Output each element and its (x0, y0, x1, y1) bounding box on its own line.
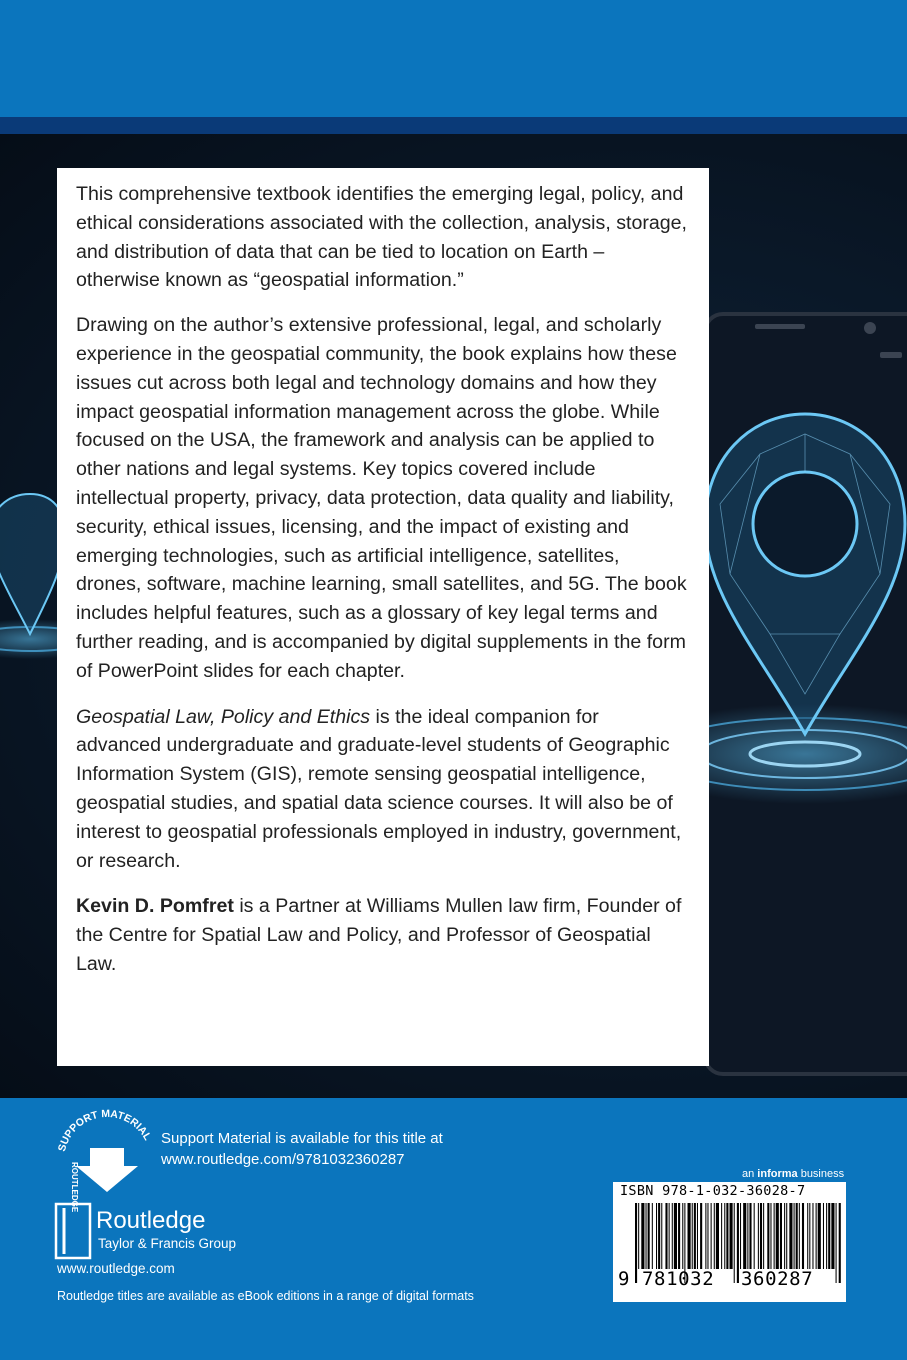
barcode-bar (688, 1203, 691, 1269)
barcode-bar (794, 1203, 795, 1269)
isbn-barcode (613, 1182, 846, 1302)
barcode-bar (760, 1203, 762, 1269)
barcode-bar (818, 1203, 821, 1269)
barcode-bar (697, 1203, 698, 1269)
isbn-label: ISBN 978-1-032-36028-7 (620, 1183, 806, 1199)
barcode-bar (678, 1203, 680, 1269)
tablet-camera (864, 322, 876, 334)
barcode-bar (694, 1203, 696, 1269)
informa-prefix: an (742, 1168, 758, 1180)
publisher-band (0, 1098, 907, 1360)
barcode-bar (776, 1203, 779, 1269)
barcode-bar (831, 1203, 834, 1269)
barcode-bar (726, 1203, 728, 1269)
barcode-digits-group-2: 360287 (741, 1268, 814, 1290)
support-material-badge (52, 1108, 162, 1198)
barcode-digit-first: 9 (618, 1268, 630, 1290)
description-panel (57, 168, 709, 1066)
barcode-bar (692, 1203, 693, 1269)
support-badge-text: SUPPORT MATERIAL (55, 1108, 154, 1153)
barcode-bar (749, 1203, 751, 1269)
informa-business-tag (742, 1168, 844, 1180)
barcode-bar (789, 1203, 792, 1269)
barcode-bar (754, 1203, 755, 1269)
barcode-bar (767, 1203, 769, 1269)
barcode-bar (743, 1203, 746, 1269)
barcode-bar (758, 1203, 759, 1269)
informa-suffix: business (797, 1168, 845, 1180)
barcode-bar (828, 1203, 830, 1269)
book-title: Geospatial Law, Policy and Ethics (76, 705, 371, 728)
barcode-bar (665, 1203, 667, 1269)
location-pin-hole (753, 472, 857, 576)
barcode-bar (705, 1203, 706, 1269)
barcode-bar (774, 1203, 775, 1269)
barcode-bar (816, 1203, 817, 1269)
barcode-bar (839, 1203, 841, 1283)
support-url: www.routledge.com/9781032360287 (161, 1151, 405, 1168)
barcode-bar (799, 1203, 800, 1269)
publisher-group: Taylor & Francis Group (98, 1236, 237, 1251)
author-paragraph (76, 892, 689, 978)
download-arrow-icon (76, 1148, 138, 1192)
barcode-bar (641, 1203, 644, 1269)
informa-brand: informa (757, 1168, 798, 1180)
barcode-bar (716, 1203, 719, 1269)
tablet-speaker (755, 324, 805, 329)
barcode-bar (807, 1203, 808, 1269)
barcode-bar (809, 1203, 810, 1269)
barcode-bar (711, 1203, 712, 1269)
barcode-bar (674, 1203, 677, 1269)
author-bio: is a Partner at Williams Mullen law firm, Founder of the Centre for Spatial Law and Policy, and Professor of Geospatial Law. (76, 895, 682, 975)
barcode-bar (780, 1203, 782, 1269)
barcode-bar (796, 1203, 798, 1269)
routledge-logo-icon (54, 1162, 92, 1260)
barcode-digits-group-1: 781032 (642, 1268, 715, 1290)
barcode-bar (672, 1203, 673, 1269)
barcode-bar (826, 1203, 827, 1269)
barcode-bar (656, 1203, 657, 1269)
barcode-bar (784, 1203, 785, 1269)
intro-paragraph: This comprehensive textbook identifies the emerging legal, policy, and ethical considerations associated with the collection, analysis, storage, and distribution of data that can be tied to location on Earth – otherwise known as “geospatial information.” (76, 183, 688, 292)
barcode-bar (700, 1203, 702, 1269)
publisher-website: www.routledge.com (57, 1261, 175, 1276)
barcode-bar (707, 1203, 708, 1269)
barcode-bar (823, 1203, 824, 1269)
barcode-bar (714, 1203, 715, 1269)
barcode-bar (812, 1203, 813, 1269)
details-paragraph: Drawing on the author’s extensive professional, legal, and scholarly experience in the geospatial community, the book explains how these issues cut across both legal and technology domains and how they impact geospatial information management across the globe. While focused on the USA, the framework and analysis can be applied to other nations and legal systems. Key topics covered include intellectual property, privacy, data protection, data quality and liability, security, ethical issues, licensing, and the impact of existing and emerging technologies, such as artificial intelligence, satellites, drones, software, machine learning, small satellites, and 5G. The book includes helpful features, such as a glossary of key legal terms and further reading, and is accompanied by digital supplements in the form of PowerPoint slides for each chapter. (76, 314, 687, 682)
audience-paragraph (76, 703, 689, 876)
barcode-bar (682, 1203, 683, 1269)
publisher-name: Routledge (96, 1207, 206, 1234)
barcode-bar (734, 1203, 735, 1283)
barcode-bar (658, 1203, 660, 1269)
audience-text: is the ideal companion for advanced undergraduate and graduate-level students of Geographic Information System (GIS), remote sensing geospatial intelligence, geospatial studies, and spatial data science courses. It will also be of interest to geospatial professionals employed in industry, government, or research. (76, 705, 682, 872)
location-pin-left (0, 494, 65, 634)
routledge-logo-text: ROUTLEDGE (70, 1162, 79, 1213)
barcode-bar (770, 1203, 771, 1269)
barcode-bar (763, 1203, 764, 1269)
barcode-bar (721, 1203, 722, 1269)
barcode-bar (646, 1203, 647, 1269)
barcode-bar (786, 1203, 787, 1269)
barcode-bar (669, 1203, 670, 1269)
support-line-1: Support Material is available for this title at (161, 1130, 443, 1147)
top-color-band (0, 0, 907, 117)
author-name: Kevin D. Pomfret (76, 895, 234, 918)
barcode-bar (740, 1203, 741, 1269)
barcode-bar (747, 1203, 748, 1269)
barcode-bar (638, 1203, 639, 1269)
barcode-bar (802, 1203, 804, 1269)
barcode-bar (737, 1203, 739, 1283)
barcode-bar (836, 1203, 837, 1283)
barcode-bar (730, 1203, 733, 1269)
barcode-bar (661, 1203, 662, 1269)
top-dark-stripe (0, 117, 907, 134)
barcode-bar (724, 1203, 725, 1269)
barcode-bar (635, 1203, 637, 1283)
barcode-bar (648, 1203, 650, 1269)
tablet-sensor (880, 352, 902, 358)
ebook-availability-note: Routledge titles are available as eBook editions in a range of digital formats (57, 1289, 474, 1303)
support-material-note (161, 1128, 443, 1170)
barcode-bar (652, 1203, 653, 1269)
